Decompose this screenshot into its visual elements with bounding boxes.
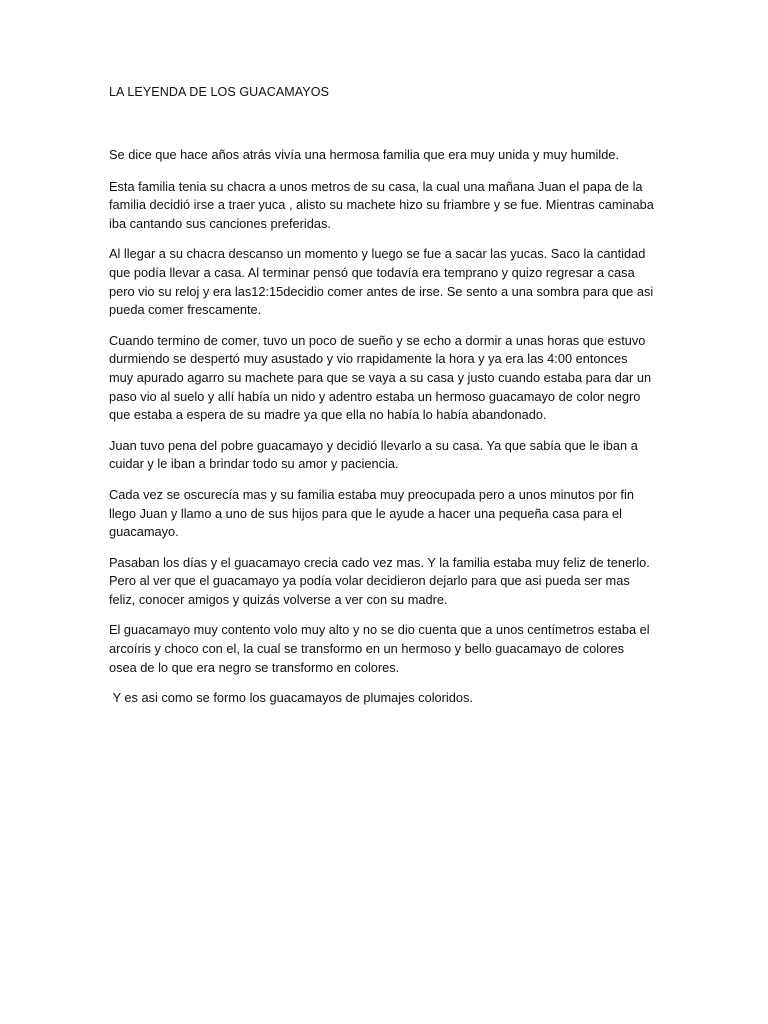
paragraph: Cuando termino de comer, tuvo un poco de sueño y se echo a dormir a unas horas que estuvo durmiendo se despertó muy asustado y vio rrapidamente la hora y ya era las 4:00 entonces muy apurado agarro su machete para que se vaya a su casa y justo cuando estaba para dar un paso vio al suelo y allí había un nido y adentro estaba un hermoso guacamayo de color negro que estaba a espera de su madre ya que ella no había lo había abandonado. xyxy=(109,332,652,423)
document-body xyxy=(109,146,654,720)
paragraph: Esta familia tenia su chacra a unos metros de su casa, la cual una mañana Juan el papa de la familia decidió irse a traer yuca , alisto su machete hizo su friambre y se fue. Mientras caminaba iba cantando sus canciones preferidas. xyxy=(109,178,654,231)
paragraph: Se dice que hace años atrás vivía una hermosa familia que era muy unida y muy humilde. xyxy=(109,147,620,162)
paragraph: Al llegar a su chacra descanso un momento y luego se fue a sacar las yucas. Saco la cantidad que podía llevar a casa. Al terminar pensó que todavía era temprano y quizo regresar a casa pero vio su reloj y era las12:15decidio comer antes de irse. Se sento a una sombra para que asi pueda comer frescamente. xyxy=(109,246,654,318)
paragraph: Pasaban los días y el guacamayo crecia cado vez mas. Y la familia estaba muy feliz de tenerlo. Pero al ver que el guacamayo ya podía volar decidieron dejarlo para que asi pueda ser mas feliz, conocer amigos y quizás volverse a ver con su madre. xyxy=(109,554,650,607)
document-title: LA LEYENDA DE LOS GUACAMAYOS xyxy=(109,85,330,99)
paragraph: Y es asi como se formo los guacamayos de plumajes coloridos. xyxy=(109,690,473,706)
paragraph: El guacamayo muy contento volo muy alto y no se dio cuenta que a unos centímetros estaba el arcoíris y choco con el, la cual se transformo en un hermoso y bello guacamayo de colores osea de lo que era negro se transformo en colores. xyxy=(109,622,650,675)
paragraph: Juan tuvo pena del pobre guacamayo y decidió llevarlo a su casa. Ya que sabía que le iban a cuidar y le iban a brindar todo su amor y paciencia. xyxy=(109,437,638,472)
paragraph: Cada vez se oscurecía mas y su familia estaba muy preocupada pero a unos minutos por fin llego Juan y llamo a uno de sus hijos para que le ayude a hacer una pequeña casa para el guacamayo. xyxy=(109,486,634,540)
